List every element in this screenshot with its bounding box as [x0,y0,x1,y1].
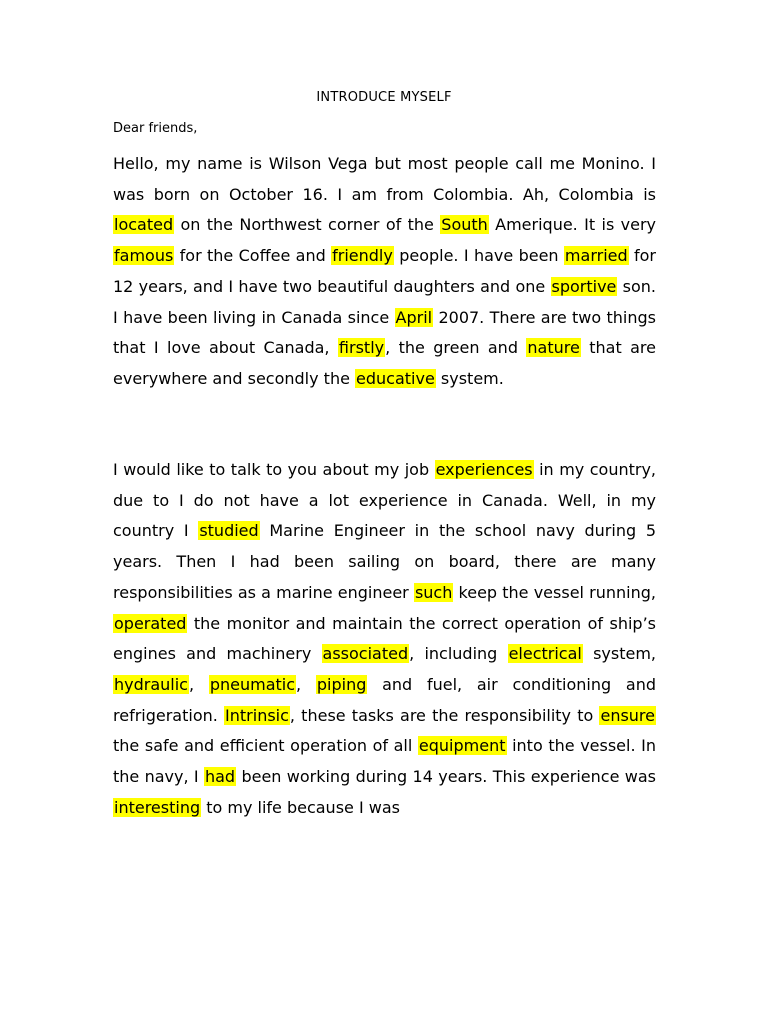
text-run: , these tasks are the responsibility to [289,705,600,725]
text-run: and fuel, air conditioning and refrigeration. [113,674,657,725]
highlighted-word: electrical [508,644,582,664]
text-run: Marine Engineer in the school navy during 5 years. Then I had been sailing on board, there are many responsibilities as a marine engineer [113,521,656,602]
text-run: Hello, my name is Wilson Vega but most people call me Monino. I was born on October 16. I am from Colombia. Ah, Colombia is [113,154,656,204]
highlighted-word: equipment [418,736,506,756]
text-run: that are everywhere and secondly the [113,338,657,388]
text-run: Amerique. It is very [488,215,657,235]
text-run: , the green and [385,338,527,358]
highlighted-word: firstly [338,338,385,358]
text-run: , including [409,644,508,664]
text-run: system. [435,368,504,388]
text-run: 2007. There are two things that I love about Canada, [113,307,656,358]
highlighted-word: ensure [600,705,655,725]
text-run: people. I have been [393,246,564,266]
highlighted-word: had [204,767,236,787]
highlighted-word: such [414,582,453,602]
highlighted-word: interesting [114,797,201,817]
highlighted-word: nature [527,338,580,358]
text-run: keep the vessel running, [453,582,656,602]
highlighted-word: piping [316,674,367,694]
highlighted-word: famous [114,246,174,266]
highlighted-word: married [564,246,628,266]
highlighted-word: experiences [435,460,533,479]
text-run: for the Coffee and [174,246,332,266]
text-run: the safe and efficient operation of all [113,736,418,756]
text-run: in my country, due to I do not have a lot experience in Canada. Well, in my country I [113,460,657,541]
text-run: for 12 years, and I have two beautiful daughters and one [113,246,656,296]
text-run: into the vessel. In the navy, I [113,736,657,787]
text-run: to my life because I was [201,797,400,817]
paragraph [113,455,656,823]
document-title: INTRODUCE MYSELF [316,90,452,105]
highlighted-word: sportive [551,276,617,296]
text-run: on the Northwest corner of the [174,215,441,235]
highlighted-word: located [114,215,174,235]
highlighted-word: hydraulic [114,674,188,694]
highlighted-word: South [441,215,488,235]
highlighted-word: educative [356,368,435,388]
paragraph [113,149,656,395]
highlighted-word: associated [322,644,409,664]
highlighted-word: Intrinsic [225,705,289,725]
highlighted-word: pneumatic [209,674,296,694]
highlighted-word: April [395,307,433,327]
text-run: I would like to talk to you about my job [113,460,435,479]
text-run: been working during 14 years. This experience was [236,767,657,787]
text-run: , [296,674,316,694]
text-run: son. I have been living in Canada since [113,276,657,327]
highlighted-word: studied [199,521,259,541]
text-run: the monitor and maintain the correct operation of ship’s engines and machinery [113,613,656,664]
text-run: , [188,674,209,694]
highlighted-word: operated [114,613,187,633]
text-run: system, [582,644,657,664]
highlighted-word: friendly [332,246,393,266]
salutation: Dear friends, [113,121,198,136]
